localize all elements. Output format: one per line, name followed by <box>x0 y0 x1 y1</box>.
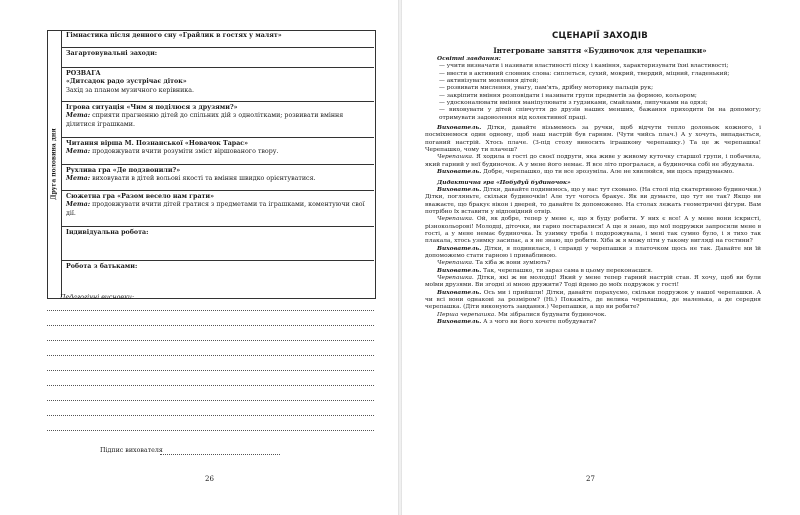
speaker: Вихователь. <box>437 289 482 296</box>
lesson-title: Інтегроване заняття «Будиночок для черепашки» <box>493 46 707 55</box>
game-heading <box>425 180 761 187</box>
goal-label: Мета: <box>66 112 91 120</box>
speaker: Вихователь. <box>437 267 482 274</box>
row-title: РОЗВАГА <box>66 70 101 77</box>
notes-line <box>47 415 374 416</box>
dialogue-line <box>425 290 761 312</box>
dialogue-line <box>425 154 761 169</box>
row-line: «Дитсадок радо зустрічає діток» <box>66 78 187 86</box>
pedagogical-notes-label: Педагогічні висновки: <box>60 294 135 301</box>
speaker: Вихователь. <box>437 125 482 132</box>
task-item: — активізувати мовлення дітей; <box>439 78 539 85</box>
notes-line <box>47 400 374 401</box>
table-row <box>62 227 374 261</box>
speaker: Вихователь. <box>437 245 482 252</box>
dialogue-line <box>425 169 761 176</box>
dialogue-line <box>425 216 761 245</box>
dialogue-line <box>425 125 761 154</box>
side-label-text: Друга половина дня <box>50 127 58 200</box>
table-row <box>62 261 374 295</box>
row-line: Захід за планом музичного керівника. <box>66 86 194 94</box>
goal-text: сприяти прагненню дітей до спільних дій з однолітками; розвивати вміння ділитися іграшками. <box>66 112 344 128</box>
dialogue-line <box>425 246 761 261</box>
row-title: Рухлива гра «Де подзвонили?» <box>66 167 181 174</box>
task-item: — розвивати мислення, увагу, пам'ять, дрібну моторику пальців рук; <box>439 85 654 92</box>
table-row <box>62 48 374 68</box>
table-row <box>62 191 374 227</box>
speaker: Черепашка. <box>437 154 474 161</box>
row-title: Гімнастика після денного сну «Грайлик в гостях у малят» <box>66 32 282 39</box>
speech: Дітки, які ж ви молодці! Який у мене тепер гарний настрій став. Я хочу, щоб ви були моїми друзями. Ви згодні зі мною дружити? Тоді йдемо до моїх подружок у гості! <box>425 274 762 289</box>
task-item: — ввести в активний словник слова: сиплеться, сухий, мокрий, твердий, міцний, гладенький; <box>439 70 730 77</box>
task-item: — учити визначати і називати властивості піску і каміння, характеризувати їхні властивості; <box>439 63 729 70</box>
speaker: Черепашка. <box>437 274 474 281</box>
row-title: Ігрова ситуація «Чим я поділюся з друзями?» <box>66 104 238 111</box>
lesson-text <box>425 56 761 326</box>
task-item: — виховувати у дітей співчуття до друзів наших менших, бажання приходити їм на допомогу; отримувати задоволення від колективної праці. <box>439 107 761 121</box>
speech: Дітки, давайте візьмемось за ручки, щоб відчути тепло долоньок кожного, і посміхнемося один одному, щоб наш настрій був гарним. (Чути чийсь плач.) А у хочуть, випадається, поганий настрій. Хтось плаче. (З-під столу виносить іграшкову черепашку.) Та це ж черепашка! Черепашко, чому ти плачеш? <box>425 125 761 154</box>
signature-line <box>160 454 280 455</box>
goal-text: продовжувати вчити розуміти зміст віршованого твору. <box>92 148 279 156</box>
activity-rows <box>62 30 374 295</box>
notes-line <box>47 325 374 326</box>
table-row <box>62 165 374 191</box>
side-label-cell <box>47 30 62 297</box>
speech: А з чого ви його хочете побудувати? <box>483 319 597 326</box>
speaker: Вихователь. <box>437 319 482 326</box>
task-item: — удосконалювати вміння маніпулювати з гудзиками, смайлами, липучками на одязі; <box>439 100 708 107</box>
row-title: Читання вірша М. Познанської «Новачок Тарас» <box>66 140 249 147</box>
dialogue-line <box>425 260 761 267</box>
signature-label: Підпис вихователя <box>100 447 163 454</box>
speech: Так, черепашко, ти зараз сама в цьому переконаєшся. <box>483 267 653 274</box>
speech: Ой, як добре, тепер у мене є, що я буду робити. У них є все! А у мене вони іскристі, різнокольорові! Молодці, діточки, ви гарно постаралися! А ще я знаю, що мої подружки запросили мене в гості, а у мене немає будиночка. Їх узимку треба і подорожувала, і мені так сумно було, і я тихо так плакала, хтось узимку засипає, а я не знаю, що робити. Хіба ж я можу піти у такому вигляді на гостини? <box>425 216 761 245</box>
speaker: Черепашка. <box>437 216 474 223</box>
speech: Я ходила в гості до своєї подруги, яка живе у живому куточку старшої групи, і побачила, який гарний у неї будиночок. А у мене його немає. Я все літо програлася, а будиночка собі не збудувала. <box>425 154 761 168</box>
task-item: — закріпити вміння розповідати і називати групи предметів за формою, кольором; <box>439 92 697 99</box>
speaker: Вихователь. <box>437 169 482 176</box>
game-title: Дидактична гра «Побудуй будиночок» <box>437 179 571 186</box>
notes-line <box>47 370 374 371</box>
notes-line <box>47 310 374 311</box>
dialogue-line <box>425 187 761 216</box>
page-number-right: 27 <box>586 475 595 483</box>
notes-line <box>47 385 374 386</box>
dialogue-line <box>425 312 761 319</box>
goal-label: Мета: <box>66 201 91 209</box>
speech: Ось ми і прийшли! Дітки, давайте порахуємо, скільки подружок у нашої черепашки. А чи всі вони однакові за розміром? (Ні.) Покажіть, де велика черепашка, де маленька, а де середня черепашка. (Діти виконують завдання.) Черепашки, а що ви робите? <box>425 289 762 311</box>
speaker: Черепашка. <box>437 260 474 267</box>
table-row <box>62 138 374 165</box>
dialogue-line <box>425 268 761 275</box>
row-title: Індивідуальна робота: <box>66 229 149 236</box>
speech: Добре, черепашко, що ти все зрозуміла. Але не хвилюйся, ми щось придумаємо. <box>483 169 734 176</box>
table-row <box>62 102 374 138</box>
tasks-heading: Освітні завдання: <box>437 56 501 62</box>
dialogue-line <box>425 275 761 290</box>
speech: Ми зібралися будувати будиночок. <box>497 311 607 318</box>
goal-label: Мета: <box>66 175 91 183</box>
table-row <box>62 68 374 102</box>
table-row <box>62 30 374 48</box>
page-number-left: 26 <box>205 475 214 483</box>
speech: Дітки, я подивилася, і справді у черепашки з платочком щось не так. Давайте ми їй допоможемо стати гарною і привабливою. <box>425 245 761 259</box>
section-title: СЦЕНАРІЇ ЗАХОДІВ <box>552 31 648 41</box>
notes-line <box>47 340 374 341</box>
row-title: Сюжетна гра «Разом весело нам грати» <box>66 193 215 200</box>
notes-line <box>47 355 374 356</box>
speaker: Вихователь. <box>437 186 482 193</box>
speech: Дітки, давайте подивимось, що у нас тут сховано. (На столі під скатертиною будиночки.) Дітки, погляньте, скільки будиночків! Але тут чогось бракує. Як ви думаєте, що тут не так? Якщо ви вважаєте, що бракує вікон і дверей, то давайте їх допоможемо. На столах лежать геометричні фігури. Вам потрібно їх вставити у відповідний отвір. <box>425 186 761 215</box>
speech: Та хіба ж вони зуміють? <box>475 260 551 267</box>
row-title: Робота з батьками: <box>66 263 138 270</box>
goal-text: продовжувати вчити дітей гратися з предметами та іграшками, коментуючи свої дії. <box>66 201 365 217</box>
goal-text: виховувати в дітей вольові якості та вміння швидко орієнтуватися. <box>92 175 316 183</box>
goal-label: Мета: <box>66 148 91 156</box>
notes-line <box>47 430 374 431</box>
speaker: Перша черепашка. <box>437 311 497 318</box>
dialogue-line <box>425 319 761 326</box>
row-title: Загартовувальні заходи: <box>66 50 158 57</box>
